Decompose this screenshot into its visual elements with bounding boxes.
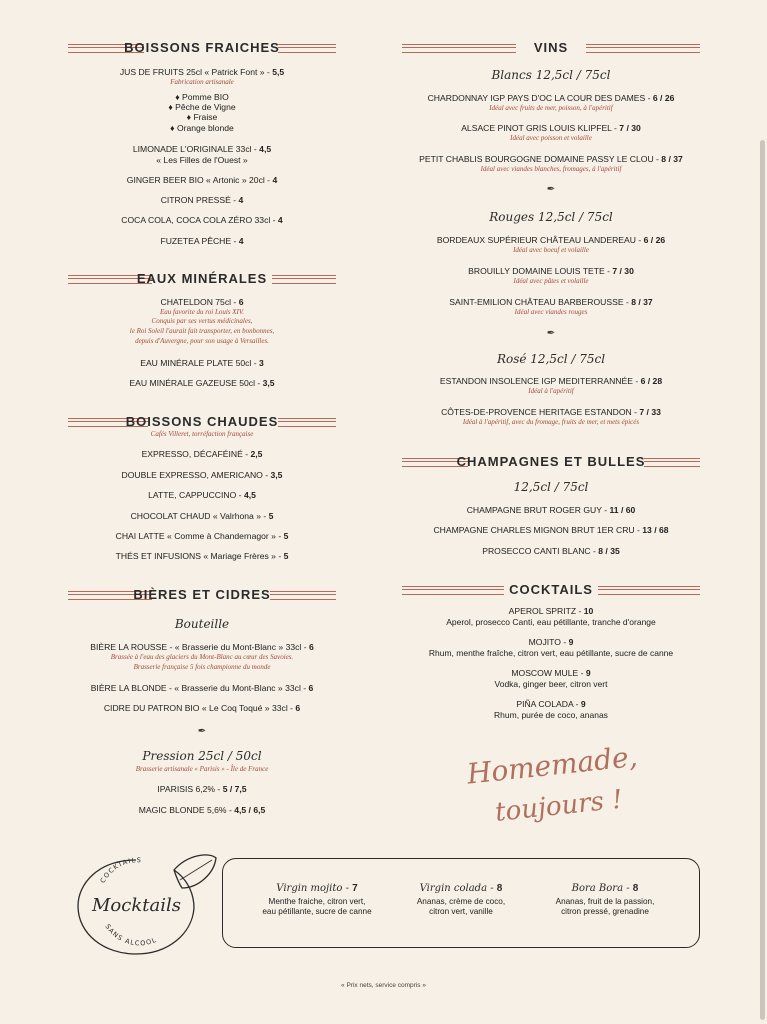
wine-item: ALSACE PINOT GRIS LOUIS KLIPFEL - 7 / 30: [461, 123, 641, 133]
drop-icon: ♦: [186, 112, 194, 122]
menu-item-fuzetea: FUZETEA PÊCHE - 4: [160, 236, 244, 246]
mocktail-item: Bora Bora - 8 Ananas, fruit de la passion, citron pressé, grenadine: [555, 883, 655, 916]
cocktail-desc: Aperol, prosecco Canti, eau pétillante, tranche d'orange: [446, 617, 656, 627]
item-note: le Roi Soleil l'aurait fait transporter, en bonbonnes,: [129, 327, 275, 335]
item-note: Idéal avec boeuf et volaille: [513, 246, 589, 254]
menu-item-cidre: CIDRE DU PATRON BIO « Le Coq Toqué » 33cl - 6: [103, 703, 301, 713]
menu-item-hot-drink: THÉS ET INFUSIONS « Mariage Frères » - 5: [115, 551, 289, 561]
mocktail-item: Virgin colada - 8 Ananas, crème de coco, citron vert, vanille: [416, 883, 506, 916]
drop-icon: ♦: [175, 92, 182, 102]
item-note: Brassée à l'eau des glaciers du Mont-Blanc au cœur des Savoies.: [110, 653, 294, 661]
item-note: Idéal avec poisson et volaille: [510, 134, 592, 142]
item-note: Brasserie artisanale « Parisis » - Île de France: [135, 765, 269, 773]
cocktail-item: MOJITO - 9: [528, 637, 574, 647]
menu-item-magic-blonde: MAGIC BLONDE 5,6% - 4,5 / 6,5: [138, 805, 266, 815]
section-header-eaux-minerales: [68, 271, 336, 289]
champagne-item: CHAMPAGNE BRUT ROGER GUY - 11 / 60: [466, 505, 636, 515]
flavor-item: ♦ Pomme BIO: [175, 92, 229, 102]
drop-icon: ♦: [170, 123, 177, 133]
section-header-cocktails: [402, 582, 700, 600]
cocktail-desc: Vodka, ginger beer, citron vert: [494, 679, 608, 689]
menu-item-hot-drink: CHOCOLAT CHAUD « Valrhona » - 5: [130, 511, 274, 521]
flourish-icon: ✒: [197, 726, 207, 737]
subheading-champagne-sizes: 12,5cl / 75cl: [513, 480, 589, 494]
wine-item: BORDEAUX SUPÉRIEUR CHÂTEAU LANDEREAU - 6 / 26: [436, 235, 666, 245]
flavor-item: ♦ Pêche de Vigne: [168, 102, 236, 112]
flourish-icon: ✒: [546, 184, 556, 195]
section-header-champagnes: [402, 454, 700, 472]
item-note: Conquis par ses vertus médicinales,: [151, 317, 253, 325]
subheading-bouteille: Bouteille: [174, 617, 230, 631]
section-title: COCKTAILS: [509, 582, 593, 597]
flavor-item: ♦ Fraise: [186, 112, 218, 122]
section-title: CHAMPAGNES ET BULLES: [456, 454, 646, 469]
scrollbar[interactable]: [760, 140, 765, 1020]
wine-item: SAINT-EMILION CHÂTEAU BARBEROUSSE - 8 / 37: [449, 297, 653, 307]
homemade-toujours-script: [460, 738, 660, 828]
homemade-line-2: toujours !: [493, 784, 624, 828]
wine-item: CÔTES-DE-PROVENCE HERITAGE ESTANDON - 7 / 33: [441, 407, 661, 417]
cocktail-item: MOSCOW MULE - 9: [511, 668, 591, 678]
item-note: Idéal avec fruits de mer, poisson, à l'apéritif: [489, 104, 613, 112]
section-title: BOISSONS FRAICHES: [124, 40, 280, 55]
menu-item-hot-drink: CHAI LATTE « Comme à Chandernagor » - 5: [115, 531, 289, 541]
item-note: depuis d'Auvergne, pour son usage à Versailles.: [135, 337, 269, 345]
wine-item: ESTANDON INSOLENCE IGP MEDITERRANNÉE - 6 / 28: [439, 376, 663, 386]
section-header-vins: [402, 40, 700, 58]
menu-item-chateldon: CHATELDON 75cl - 6: [160, 297, 244, 307]
item-note: Idéal avec pâtes et volaille: [513, 277, 589, 285]
item-note: Idéal avec viandes rouges: [514, 308, 588, 316]
menu-item-hot-drink: LATTE, CAPPUCCINO - 4,5: [148, 490, 256, 500]
section-header-boissons-fraiches: [68, 40, 336, 58]
menu-item-hot-drink: DOUBLE EXPRESSO, AMERICANO - 3,5: [121, 470, 283, 480]
menu-item-eau-plate: EAU MINÉRALE PLATE 50cl - 3: [140, 358, 264, 368]
subheading-rose: Rosé 12,5cl / 75cl: [496, 352, 606, 366]
section-header-bieres-cidres: [68, 587, 336, 605]
section-title: EAUX MINÉRALES: [136, 271, 268, 286]
mocktails-logo-top: COCKTAILS: [98, 856, 143, 885]
subheading-rouges: Rouges 12,5cl / 75cl: [489, 210, 613, 224]
flourish-icon: ✒: [546, 328, 556, 339]
mocktails-logo-bottom: SANS ALCOOL: [103, 922, 159, 948]
champagne-item: PROSECCO CANTI BLANC - 8 / 35: [482, 546, 620, 556]
item-note: Idéal à l'apéritif: [528, 387, 574, 395]
drop-icon: ♦: [168, 102, 176, 112]
wine-item: CHARDONNAY IGP PAYS D'OC LA COUR DES DAMES - 6 / 26: [427, 93, 675, 103]
subheading-blancs: Blancs 12,5cl / 75cl: [491, 68, 611, 82]
champagne-item: CHAMPAGNE CHARLES MIGNON BRUT 1ER CRU - 13 / 68: [433, 525, 669, 535]
menu-item-jus: JUS DE FRUITS 25cl « Patrick Font » - 5,5: [119, 67, 285, 77]
menu-item-hot-drink: EXPRESSO, DÉCAFÉINÉ - 2,5: [141, 449, 263, 459]
subheading-pression: Pression 25cl / 50cl: [142, 749, 262, 763]
homemade-line-1: Homemade,: [465, 739, 639, 791]
wine-item: BROUILLY DOMAINE LOUIS TETE - 7 / 30: [468, 266, 634, 276]
flavor-item: ♦ Orange blonde: [170, 123, 234, 133]
item-note: Idéal avec viandes blanches, fromages, à l'apéritif: [480, 165, 622, 173]
section-title: VINS: [533, 40, 569, 55]
item-note: Fabrication artisanale: [170, 78, 234, 86]
item-note: Brasserie française 5 fois championne du monde: [133, 663, 271, 671]
menu-item-iparisis: IPARISIS 6,2% - 5 / 7,5: [157, 784, 247, 794]
section-title: BOISSONS CHAUDES: [125, 414, 279, 429]
mocktails-logo-main: Mocktails: [92, 895, 181, 916]
menu-item-citron: CITRON PRESSÉ - 4: [160, 195, 244, 205]
menu-item-limonade: LIMONADE L'ORIGINALE 33cl - 4,5: [132, 144, 272, 154]
item-note: Eau favorite du roi Louis XIV.: [160, 308, 244, 316]
menu-item-ginger: GINGER BEER BIO « Artonic » 20cl - 4: [126, 175, 278, 185]
mocktail-item: Virgin mojito - 7 Menthe fraiche, citron vert, eau pétillante, sucre de canne: [262, 883, 372, 916]
cocktail-desc: Rhum, purée de coco, ananas: [494, 710, 608, 720]
item-note: Idéal à l'apéritif, avec du fromage, fruits de mer, et mets épicés: [462, 418, 640, 426]
item-note: Cafés Villeret, torréfaction française: [150, 430, 254, 438]
mocktails-box: [222, 858, 700, 948]
mocktails-logo: [70, 842, 220, 966]
section-title: BIÈRES ET CIDRES: [133, 587, 271, 602]
menu-item-biere-blonde: BIÈRE LA BLONDE - « Brasserie du Mont-Blanc » 33cl - 6: [90, 683, 314, 693]
cocktail-item: APEROL SPRITZ - 10: [508, 606, 594, 616]
cocktail-item: PIÑA COLADA - 9: [516, 699, 586, 709]
wine-item: PETIT CHABLIS BOURGOGNE DOMAINE PASSY LE CLOU - 8 / 37: [419, 154, 683, 164]
footer-note: « Prix nets, service compris »: [341, 982, 426, 989]
menu-item-coca: COCA COLA, COCA COLA ZÉRO 33cl - 4: [121, 215, 283, 225]
cocktail-desc: Rhum, menthe fraîche, citron vert, eau pétillante, sucre de canne: [428, 648, 674, 658]
menu-item-limonade-brand: « Les Filles de l'Ouest »: [156, 155, 248, 165]
menu-item-biere-rousse: BIÈRE LA ROUSSE - « Brasserie du Mont-Blanc » 33cl - 6: [90, 642, 314, 652]
menu-item-eau-gazeuse: EAU MINÉRALE GAZEUSE 50cl - 3,5: [129, 378, 275, 388]
